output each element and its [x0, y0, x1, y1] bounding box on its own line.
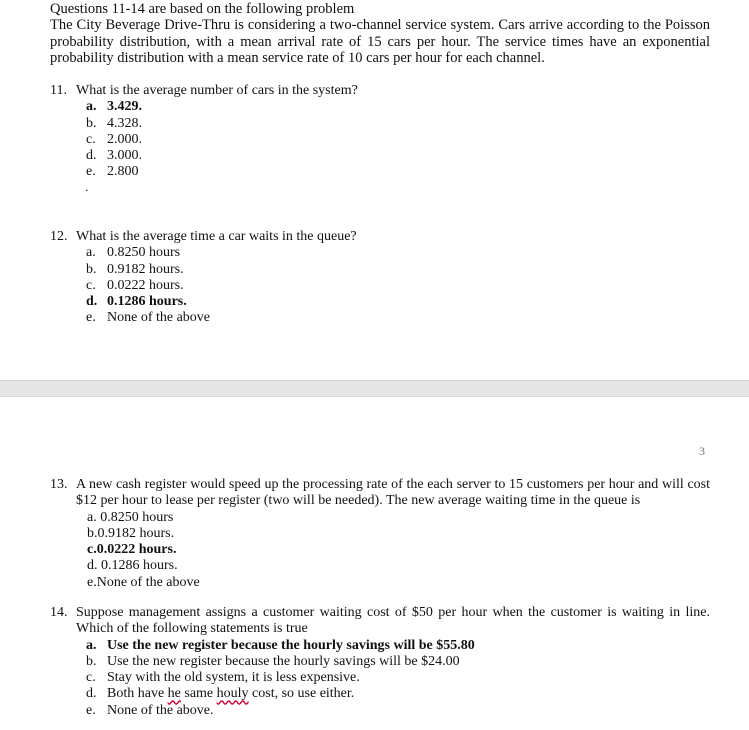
- question-14: [50, 605, 710, 719]
- question-text: A new cash register would speed up the processing rate of the each server to 15 customers per hour and will cost $12 per hour to lease per register (two will be needed). The new average waiting time in the queue is: [76, 477, 710, 509]
- option-d: d. 0.1286 hours.: [87, 558, 178, 574]
- question-text: What is the average number of cars in the system?: [76, 83, 358, 98]
- option-e: e. None of the above: [86, 310, 211, 326]
- answer-options: [50, 245, 710, 326]
- option-a: a. 3.429.: [86, 99, 142, 115]
- option-d: d. Both have he same houly cost, so use either.: [86, 686, 355, 702]
- question-text: What is the average time a car waits in the queue?: [76, 229, 357, 244]
- question-number: 11.: [50, 83, 67, 98]
- problem-intro: [50, 1, 710, 67]
- spelling-error: houly: [216, 686, 249, 702]
- option-c: c. 0.0222 hours.: [87, 542, 177, 558]
- document-page-2: [0, 397, 749, 730]
- option-e: e. None of the above.: [86, 702, 214, 718]
- question-number: 12.: [50, 229, 68, 244]
- question-number: 14.: [50, 605, 68, 620]
- answer-options: [50, 510, 710, 591]
- stray-mark: .: [85, 179, 89, 194]
- option-b: b. 4.328.: [86, 115, 142, 131]
- question-13: [50, 477, 710, 591]
- option-a: a. 0.8250 hours: [87, 509, 174, 525]
- option-a: a. Use the new register because the hourly savings will be $55.80: [86, 637, 475, 653]
- option-d: d. 0.1286 hours.: [86, 294, 187, 310]
- spelling-error: he: [167, 686, 181, 702]
- option-d: d. 3.000.: [86, 148, 142, 164]
- option-b: b. 0.9182 hours.: [87, 525, 175, 541]
- option-c: c. 2.000.: [86, 131, 142, 147]
- question-11: [50, 83, 710, 181]
- question-12: [50, 229, 710, 327]
- option-c: c. Stay with the old system, it is less expensive.: [86, 670, 360, 686]
- page-number: 3: [699, 444, 705, 458]
- intro-title: Questions 11-14 are based on the following problem: [50, 1, 355, 17]
- option-b: b. Use the new register because the hourly savings will be $24.00: [86, 653, 460, 669]
- option-e: e. None of the above: [87, 574, 200, 590]
- answer-options: [50, 638, 710, 719]
- question-text: Suppose management assigns a customer waiting cost of $50 per hour when the customer is waiting in line. Which of the following statements is true: [76, 605, 710, 637]
- intro-text: The City Beverage Drive-Thru is considering a two-channel service system. Cars arrive according to the Poisson probability distribution, with a mean arrival rate of 15 cars per hour. The service times have an exponential probability distribution with a mean service rate of 10 cars per hour for each channel.: [50, 17, 710, 67]
- question-number: 13.: [50, 477, 68, 492]
- option-b: b. 0.9182 hours.: [86, 261, 184, 277]
- option-c: c. 0.0222 hours.: [86, 277, 184, 293]
- option-e: e. 2.800: [86, 164, 139, 180]
- answer-options: [50, 99, 710, 180]
- page-break: [0, 380, 749, 397]
- option-a: a. 0.8250 hours: [86, 245, 181, 261]
